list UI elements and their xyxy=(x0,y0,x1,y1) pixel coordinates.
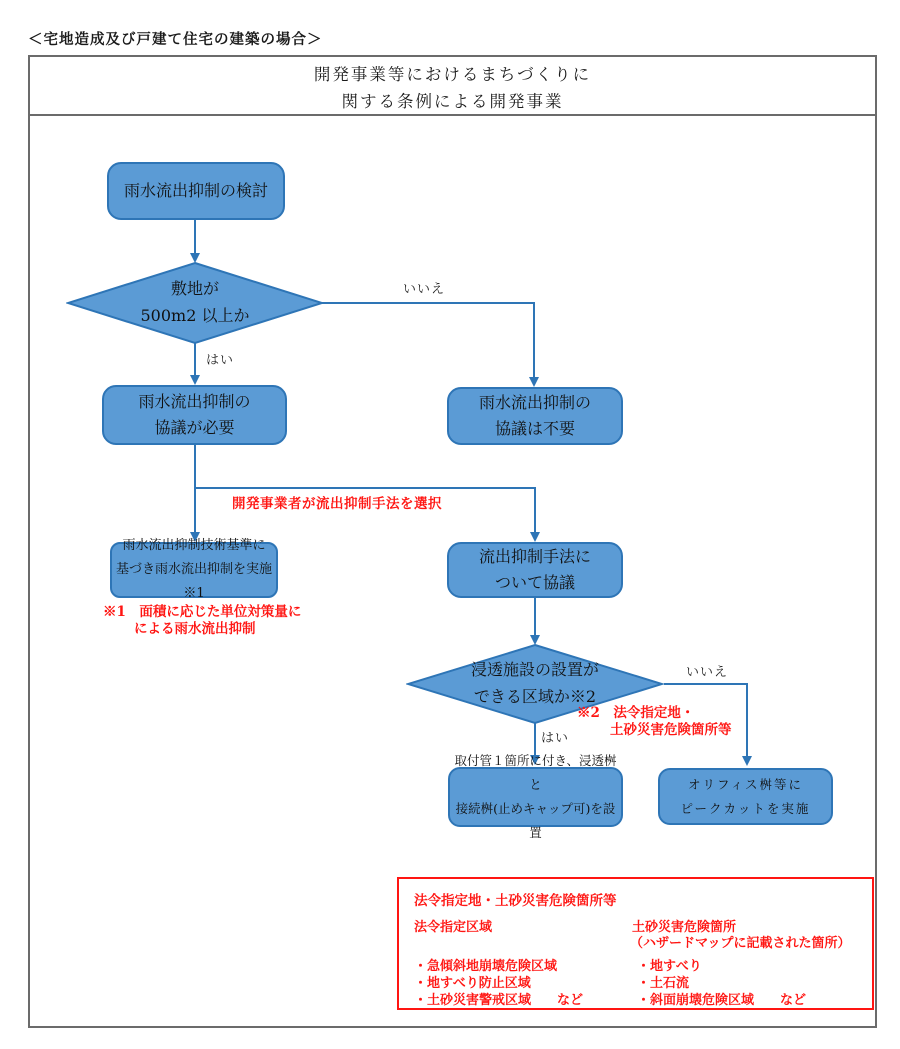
chart-title-line2: 関する条例による開発事業 xyxy=(341,92,564,111)
connector-branch-right xyxy=(534,487,536,532)
connector-start-decision1 xyxy=(194,220,196,254)
connector-no1-horizontal xyxy=(322,302,534,304)
node-orifice-line1: オリフィス桝等に xyxy=(687,776,803,792)
node-need-line2: 協議が必要 xyxy=(154,418,235,437)
connector-consult-decision2 xyxy=(534,598,536,635)
connector-no1-vertical xyxy=(533,302,535,377)
connector-yes1 xyxy=(194,343,196,375)
node-orifice-line2: ピークカットを実施 xyxy=(680,800,811,816)
legend-left-item: ・急傾斜地崩壊危険区域 xyxy=(414,959,558,974)
legend-left-item: ・地すべり防止区域 xyxy=(414,976,531,991)
arrowhead-orifice xyxy=(742,756,752,766)
decision-infiltration-line1: 浸透施設の設置が xyxy=(470,660,599,679)
connector-branch-horizontal xyxy=(194,487,536,489)
page-caption: ＜宅地造成及び戸建て住宅の建築の場合＞ xyxy=(28,31,323,48)
connector-no2-vertical xyxy=(746,683,748,756)
arrowhead-consult xyxy=(530,532,540,542)
node-need xyxy=(102,385,287,445)
header-divider xyxy=(28,114,877,116)
note-2-line1: ※2 法令指定地・ xyxy=(577,705,695,721)
note-1-line2: による雨水流出抑制 xyxy=(134,621,256,637)
node-start xyxy=(107,162,285,220)
node-install xyxy=(448,753,623,840)
note-1-line1: ※1 面積に応じた単位対策量に xyxy=(103,604,302,620)
legend-right-header-line1: 土砂災害危険箇所 xyxy=(632,920,737,935)
node-implement-line1: 雨水流出抑制技術基準に xyxy=(122,538,266,553)
edge-label-yes1: はい xyxy=(206,353,235,368)
edge-label-select: 開発事業者が流出抑制手法を選択 xyxy=(232,496,442,512)
decision-site-line2: 500m2 以上か xyxy=(140,306,250,325)
legend-right-header-line2: （ハザードマップに記載された箇所） xyxy=(630,936,851,951)
legend-left-item: ・土砂災害警戒区域 など xyxy=(414,993,584,1008)
chart-title xyxy=(28,61,877,115)
node-orifice xyxy=(658,768,833,825)
legend-right-item: ・土石流 xyxy=(637,976,690,991)
note-2-line2: 土砂災害危険箇所等 xyxy=(610,722,732,738)
decision-infiltration-label xyxy=(426,656,644,710)
node-noneed-line1: 雨水流出抑制の xyxy=(478,393,591,412)
node-implement-line2: 基づき雨水流出抑制を実施※1 xyxy=(115,562,272,601)
chart-title-line1: 開発事業等におけるまちづくりに xyxy=(313,65,592,84)
decision-site-label xyxy=(96,275,294,329)
legend-box xyxy=(397,877,874,1010)
note-2 xyxy=(577,705,732,739)
arrowhead-need xyxy=(190,375,200,385)
node-need-line1: 雨水流出抑制の xyxy=(138,392,251,411)
legend-right-item: ・斜面崩壊危険区域 など xyxy=(637,993,807,1008)
node-consult xyxy=(447,542,623,598)
edge-label-no1: いいえ xyxy=(403,282,446,297)
decision-site-line1: 敷地が xyxy=(170,279,219,298)
edge-label-no2: いいえ xyxy=(686,665,729,680)
legend-right-item: ・地すべり xyxy=(637,959,702,974)
node-consult-line2: ついて協議 xyxy=(494,573,575,592)
node-start-label: 雨水流出抑制の検討 xyxy=(123,181,268,200)
node-noneed xyxy=(447,387,623,445)
node-noneed-line2: 協議は不要 xyxy=(494,419,575,438)
node-consult-line1: 流出抑制手法に xyxy=(478,547,591,566)
node-install-line2: 接続桝(止めキャップ可)を設置 xyxy=(455,801,616,840)
edge-label-yes2: はい xyxy=(541,731,570,746)
decision-infiltration-line2: できる区域か※2 xyxy=(473,687,597,706)
note-1 xyxy=(103,604,301,638)
arrowhead-noneed xyxy=(529,377,539,387)
legend-left-header: 法令指定区域 xyxy=(414,920,493,935)
node-install-line1: 取付管１箇所に付き、浸透桝と xyxy=(454,753,617,792)
connector-no2-horizontal xyxy=(664,683,747,685)
legend-title: 法令指定地・土砂災害危険箇所等 xyxy=(414,893,617,909)
node-implement xyxy=(110,538,278,601)
